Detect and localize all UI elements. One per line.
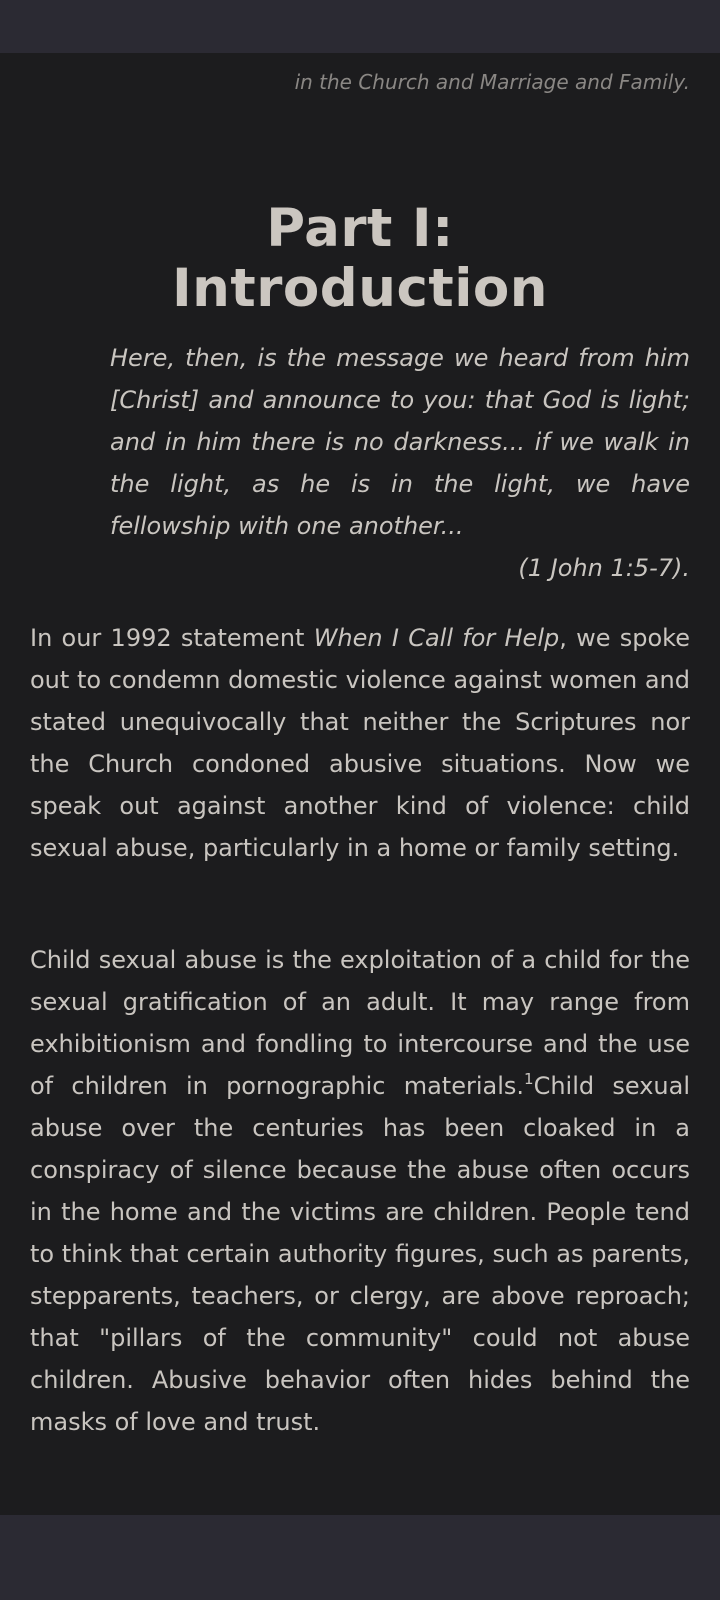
section-title [0, 199, 720, 319]
epigraph-tail: in the Church and Marriage and Family. [294, 70, 690, 94]
quote-text: Here, then, is the message we heard from him [Christ] and announce to you: that God is light; and in him there is no darkness... if we walk in the light, as he is in the light, we have fellowship with one another... [110, 344, 690, 540]
bottom-bar [0, 1515, 720, 1600]
quote-citation: (1 John 1:5-7). [518, 554, 690, 582]
paragraph1-title-ref: When I Call for Help [313, 624, 560, 652]
section-title-line2: Introduction [171, 258, 549, 319]
body-paragraph-1 [30, 617, 690, 869]
paragraph2-rest: Child sexual abuse over the centuries has been cloaked in a conspiracy of silence because the abuse often occurs in the home and the victims are children. People tend to think that certain authority figures, such as parents, stepparents, teachers, or clergy, are above reproach; that "pillars of the community" could not abuse children. Abusive behavior often hides behind the masks of love and trust. [30, 1072, 690, 1436]
paragraph1-lead: In our 1992 statement [30, 624, 314, 652]
footnote-marker[interactable]: 1 [524, 1070, 534, 1088]
section-title-line1: Part I: [266, 198, 454, 259]
paragraph2-lead: Child sexual abuse is the exploitation of a child for the sexual gratification of an adult. It may range from exhibitionism and fondling to intercourse and the use of children in pornographic materials. [30, 946, 690, 1100]
top-bar [0, 0, 720, 53]
scripture-quote [110, 337, 690, 589]
body-paragraph-2 [30, 939, 690, 1443]
reader-content[interactable] [0, 53, 720, 1515]
paragraph1-rest: , we spoke out to condemn domestic violence against women and stated unequivocally that neither the Scriptures nor the Church condoned abusive situations. Now we speak out against another kind of violence: child sexual abuse, particularly in a home or family setting. [30, 624, 690, 862]
